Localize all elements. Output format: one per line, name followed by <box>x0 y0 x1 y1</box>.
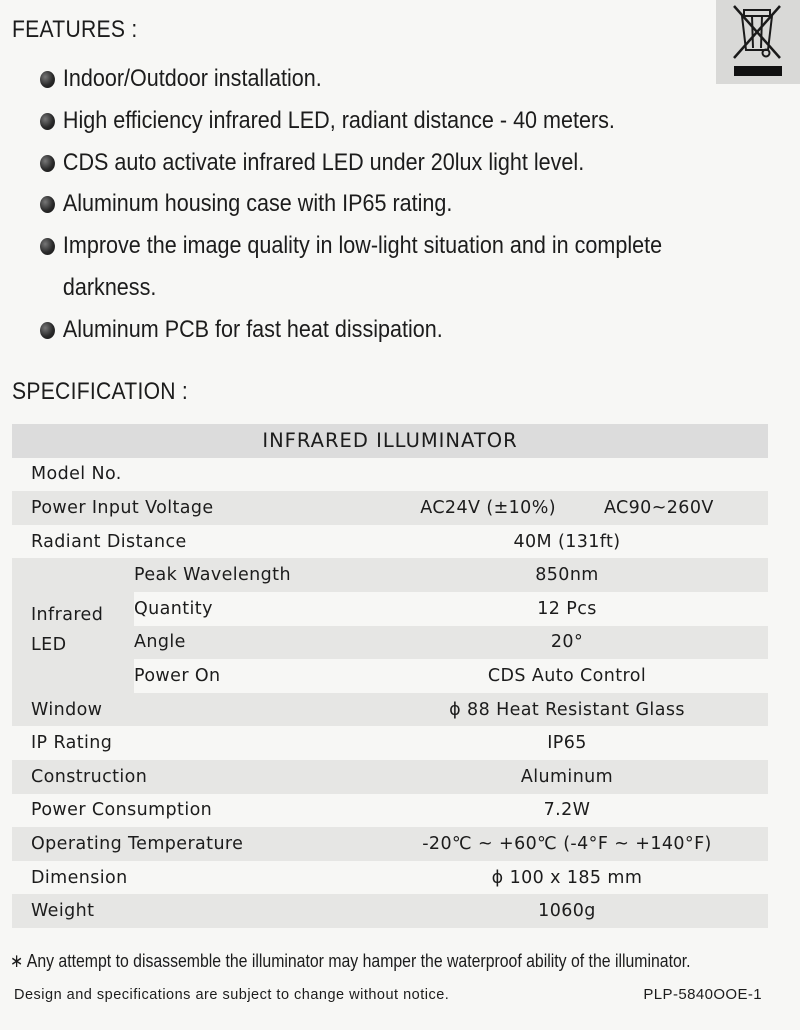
infrared-led-group-label: Infrared LED <box>12 558 134 692</box>
row-value: IP65 <box>366 726 768 760</box>
table-row <box>12 861 768 895</box>
row-label: Dimension <box>12 861 366 895</box>
specification-heading: SPECIFICATION : <box>12 378 189 405</box>
row-label: Power Consumption <box>12 794 366 828</box>
list-item: Indoor/Outdoor installation. <box>40 58 800 100</box>
specification-table <box>12 424 768 928</box>
table-row <box>12 458 768 492</box>
table-row <box>12 894 768 928</box>
table-row <box>12 726 768 760</box>
row-value: ϕ 88 Heat Resistant Glass <box>366 693 768 727</box>
list-item: CDS auto activate infrared LED under 20lux light level. <box>40 142 800 184</box>
document-code: PLP-5840OOE-1 <box>643 986 762 1003</box>
row-label: Weight <box>12 894 366 928</box>
list-item: High efficiency infrared LED, radiant distance - 40 meters. <box>40 100 800 142</box>
row-label: Power Input Voltage <box>12 491 366 525</box>
row-value <box>366 491 768 525</box>
table-row <box>12 491 768 525</box>
table-title: INFRARED ILLUMINATOR <box>12 424 768 458</box>
row-label: Model No. <box>12 458 366 492</box>
list-item: Aluminum PCB for fast heat dissipation. <box>40 309 800 351</box>
row-label: Window <box>12 693 366 727</box>
list-item: Aluminum housing case with IP65 rating. <box>40 183 800 225</box>
row-value: 40M (131ft) <box>366 525 768 559</box>
row-label: Operating Temperature <box>12 827 366 861</box>
table-row <box>12 794 768 828</box>
row-label: Power On <box>134 659 366 693</box>
row-value: 850nm <box>366 558 768 592</box>
row-value: CDS Auto Control <box>366 659 768 693</box>
row-label: Radiant Distance <box>12 525 366 559</box>
features-list <box>40 58 800 351</box>
bullet-dot-icon <box>40 113 55 130</box>
row-label: Angle <box>134 626 366 660</box>
bullet-dot-icon <box>40 155 55 172</box>
row-value: -20℃ ~ +60℃ (-4°F ~ +140°F) <box>366 827 768 861</box>
table-row <box>12 827 768 861</box>
table-row <box>12 693 768 727</box>
row-label: Construction <box>12 760 366 794</box>
row-label: Quantity <box>134 592 366 626</box>
list-item-continuation: darkness. <box>62 273 157 301</box>
bullet-dot-icon <box>40 238 55 255</box>
row-value: 1060g <box>366 894 768 928</box>
row-value: 20° <box>366 626 768 660</box>
voltage-value-a: AC24V (±10%) <box>420 497 556 518</box>
table-row <box>12 760 768 794</box>
table-row <box>12 525 768 559</box>
row-value <box>366 458 768 492</box>
table-row <box>12 558 768 592</box>
warning-note: ∗ Any attempt to disassemble the illuminator may hamper the waterproof ability of the illuminator. <box>10 950 691 971</box>
bullet-dot-icon <box>40 71 55 88</box>
disclaimer: Design and specifications are subject to change without notice. <box>14 987 450 1003</box>
row-value: 12 Pcs <box>366 592 768 626</box>
row-label: IP Rating <box>12 726 366 760</box>
row-value: 7.2W <box>366 794 768 828</box>
bullet-dot-icon <box>40 322 55 339</box>
table-title-row <box>12 424 768 458</box>
bullet-dot-icon <box>40 196 55 213</box>
list-item: Improve the image quality in low-light situation and in complete <box>40 225 800 267</box>
row-value: Aluminum <box>366 760 768 794</box>
voltage-value-b: AC90~260V <box>603 497 714 518</box>
row-value: ϕ 100 x 185 mm <box>366 861 768 895</box>
row-label: Peak Wavelength <box>134 558 366 592</box>
features-heading: FEATURES : <box>12 16 138 43</box>
